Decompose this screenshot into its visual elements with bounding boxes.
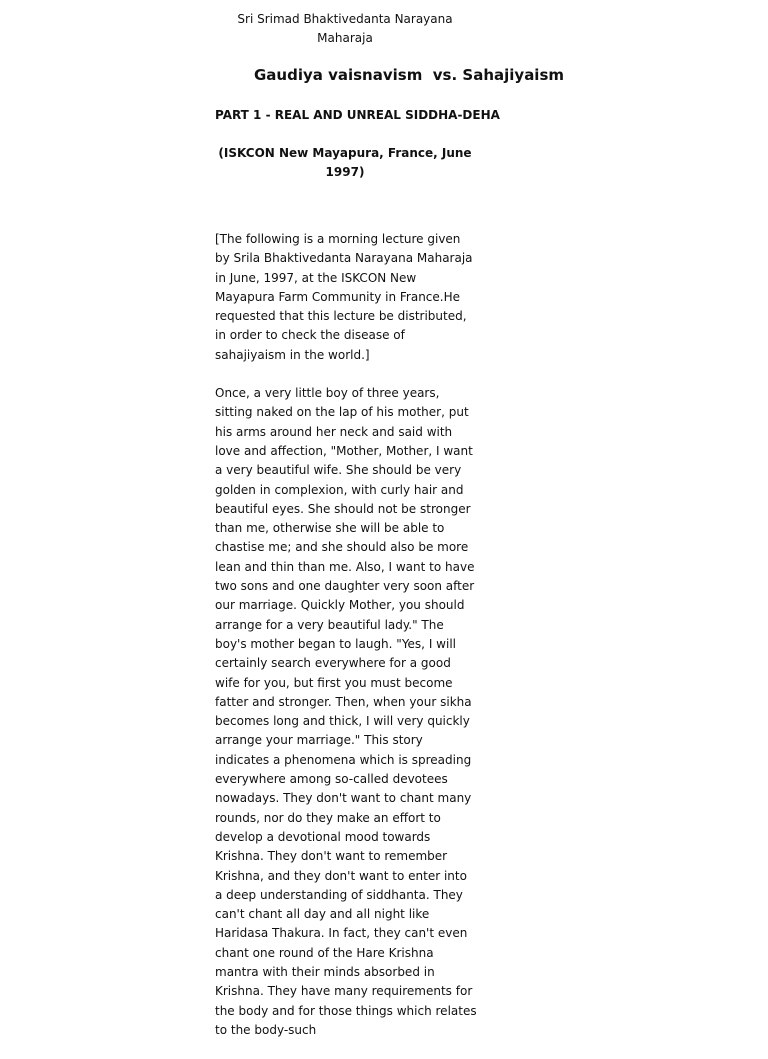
document-body	[215, 230, 477, 1059]
author-name: Sri Srimad Bhaktivedanta Narayana Maharaja	[237, 12, 453, 45]
venue-subtitle: (ISKCON New Mayapura, France, June 1997)	[218, 146, 472, 179]
intro-paragraph: [The following is a morning lecture given by Srila Bhaktivedanta Narayana Maharaja in June, 1997, at the ISKCON New Mayapura Farm Community in France.He requested that this lecture be distributed, in order to check the disease of sahajiyaism in the world.]	[215, 232, 473, 362]
body-paragraph: Once, a very little boy of three years, sitting naked on the lap of his mother, put his arms around her neck and said with love and affection, "Mother, Mother, I want a very beautiful wife. She should be very golden in complexion, with curly hair and beautiful eyes. She should not be stronger than me, otherwise she will be able to chastise me; and she should also be more lean and thin than me. Also, I want to have two sons and one daughter very soon after our marriage. Quickly Mother, you should arrange for a very beautiful lady." The boy's mother began to laugh. "Yes, I will certainly search everywhere for a good wife for you, but first you must become fatter and stronger. Then, when your sikha becomes long and thick, I will very quickly arrange your marriage." This story indicates a phenomena which is spreading everywhere among so-called devotees nowadays. They don't want to chant many rounds, nor do they make an effort to develop a devotional mood towards Krishna. They don't want to remember Krishna, and they don't want to enter into a deep understanding of siddhanta. They can't chant all day and all night like Haridasa Thakura. In fact, they can't even chant one round of the Hare Krishna mantra with their minds absorbed in Krishna. They have many requirements for the body and for those things which relates to the body-such	[215, 386, 477, 1037]
document-title: Gaudiya vaisnavism vs. Sahajiyaism	[253, 66, 565, 84]
part-heading: PART 1 - REAL AND UNREAL SIDDHA-DEHA	[215, 108, 500, 122]
